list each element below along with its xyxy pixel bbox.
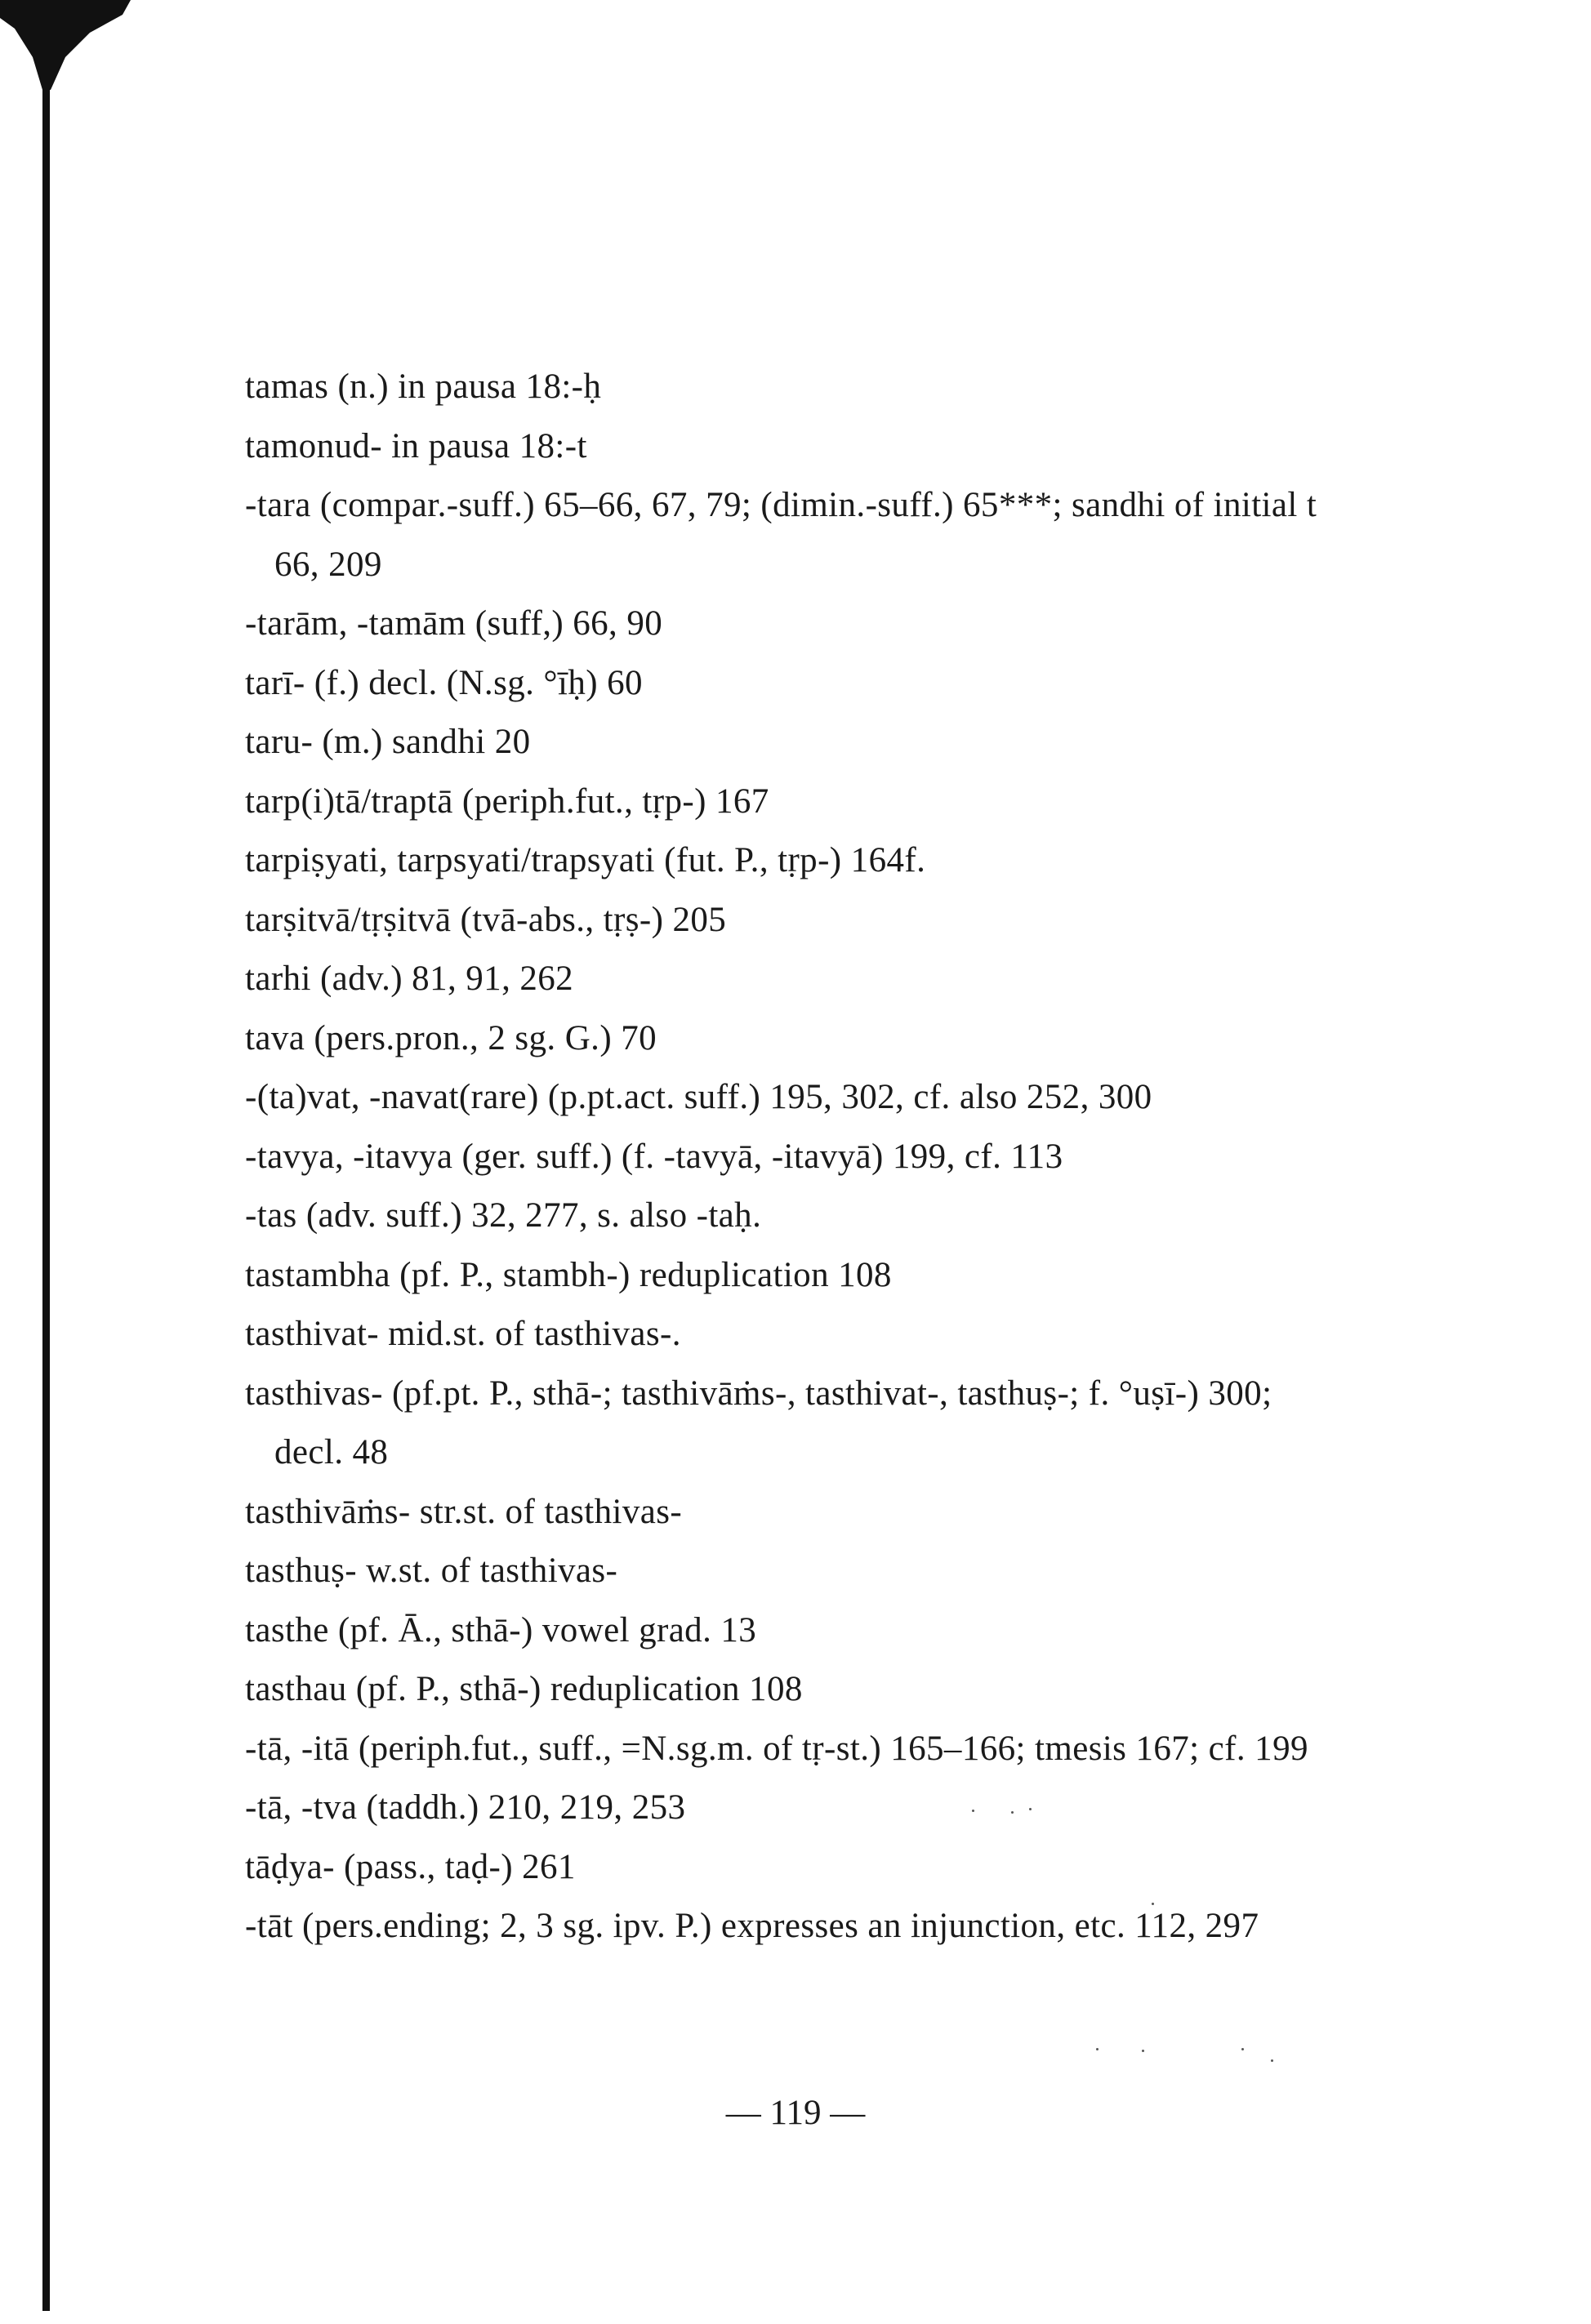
scan-speck: [1096, 2048, 1099, 2050]
index-entry: -tas (adv. suff.) 32, 277, s. also -taḥ.: [245, 1196, 762, 1235]
index-entry: tasthuṣ- w.st. of tasthivas-: [245, 1552, 618, 1590]
index-entry: -tavya, -itavya (ger. suff.) (f. -tavyā, -itavyā) 199, cf. 113: [245, 1137, 1063, 1176]
binding-corner-shadow: [0, 0, 139, 98]
scan-speck: [1271, 2059, 1273, 2062]
index-entry: tarhi (adv.) 81, 91, 262: [245, 959, 574, 998]
index-entry: tava (pers.pron., 2 sg. G.) 70: [245, 1018, 657, 1057]
scan-speck: [1241, 2048, 1244, 2050]
index-entry: -tā, -tva (taddh.) 210, 219, 253: [245, 1788, 686, 1827]
scan-speck: [1029, 1808, 1032, 1810]
index-entry: tāḍya- (pass., taḍ-) 261: [245, 1847, 576, 1886]
index-entry: tarṣitvā/tṛṣitvā (tvā-abs., tṛṣ-) 205: [245, 900, 727, 939]
index-entry: tamas (n.) in pausa 18:-ḥ: [245, 367, 602, 406]
index-entry: tasthau (pf. P., sthā-) reduplication 108: [245, 1670, 803, 1708]
binding-edge-line: [42, 65, 50, 2311]
index-entry: -tara (compar.-suff.) 65–66, 67, 79; (dimin.-suff.) 65***; sandhi of initial t 66, 209: [245, 486, 1317, 584]
index-entry: tasthe (pf. Ā., sthā-) vowel grad. 13: [245, 1610, 757, 1650]
index-entry: tasthivat- mid.st. of tasthivas-.: [245, 1315, 681, 1353]
index-entry-list: [245, 358, 1339, 1957]
index-entry: -tarām, -tamām (suff,) 66, 90: [245, 604, 663, 643]
index-entry: taru- (m.) sandhi 20: [245, 723, 531, 761]
index-entry: tarpiṣyati, tarpsyati/trapsyati (fut. P., tṛp-) 164f.: [245, 841, 926, 879]
scan-speck: [972, 1810, 974, 1812]
index-entry: tarp(i)tā/traptā (periph.fut., tṛp-) 167: [245, 781, 769, 821]
index-entry: tarī- (f.) decl. (N.sg. °īḥ) 60: [245, 663, 643, 702]
index-entry: -tā, -itā (periph.fut., suff., =N.sg.m. of tṛ-st.) 165–166; tmesis 167; cf. 199: [245, 1729, 1308, 1768]
scan-speck: [1142, 2050, 1144, 2052]
index-entry: tasthivas- (pf.pt. P., sthā-; tasthivāṁs-, tasthivat-, tasthuṣ-; f. °uṣī-) 300; decl. 48: [245, 1373, 1272, 1471]
index-entry: -(ta)vat, -navat(rare) (p.pt.act. suff.) 195, 302, cf. also 252, 300: [245, 1078, 1152, 1116]
scan-speck: [1011, 1811, 1014, 1814]
scan-speck: [1152, 1903, 1154, 1905]
page-number: — 119 —: [725, 2094, 866, 2132]
index-entry: tasthivāṁs- str.st. of tasthivas-: [245, 1492, 683, 1531]
index-entry: tamonud- in pausa 18:-t: [245, 426, 587, 465]
index-entry: tastambha (pf. P., stambh-) reduplication 108: [245, 1255, 892, 1294]
index-entry: -tāt (pers.ending; 2, 3 sg. ipv. P.) expresses an injunction, etc. 112, 297: [245, 1907, 1259, 1945]
